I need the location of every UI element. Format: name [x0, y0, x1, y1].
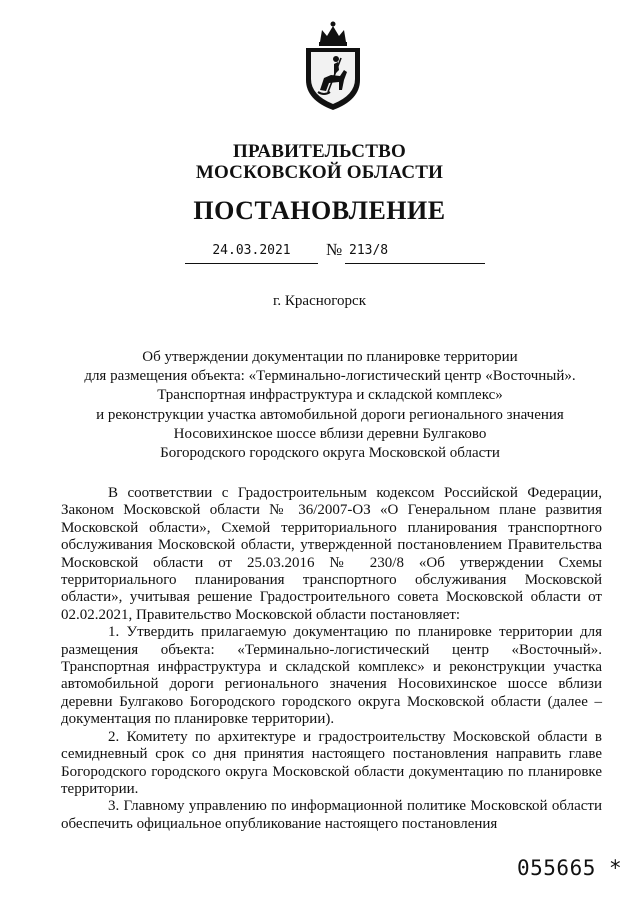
subject-line: и реконструкции участка автомобильной дороги регионального значения [96, 406, 564, 423]
document-number: 213/8 [349, 243, 389, 258]
document-city: г. Красногорск [272, 293, 367, 309]
serial-number: 055665 [517, 856, 596, 880]
document-type-title: ПОСТАНОВЛЕНИЕ [193, 196, 446, 225]
date-number-line [185, 240, 485, 267]
date-underline [185, 263, 318, 264]
subject-line: Об утверждении документации по планировке территории [142, 349, 518, 365]
subject-line: Транспортная инфраструктура и складской комплекс» [157, 387, 503, 404]
org-name-line1: ПРАВИТЕЛЬСТВО [233, 141, 406, 162]
subject-line: для размещения объекта: «Терминально-логистический центр «Восточный». [84, 368, 576, 385]
document-body [61, 485, 602, 833]
body-item-2: 2. Комитету по архитектуре и градостроительству Московской области в семидневный срок со дня принятия настоящего постановления направить главе Богородского городского округа Московской области документацию по планировке территории. [61, 728, 602, 797]
subject-line: Носовихинское шоссе вблизи деревни Булгаково [173, 425, 487, 442]
serial-number-stamp [517, 856, 622, 880]
serial-mark: * [609, 856, 623, 880]
document-subject [40, 348, 620, 463]
subject-line: Богородского городского округа Московской области [160, 445, 500, 462]
document-date: 24.03.2021 [212, 243, 291, 258]
body-intro-paragraph: В соответствии с Градостроительным кодексом Российской Федерации, Законом Московской области № 36/2007-ОЗ «О Генеральном плане развития Московской области», Схемой территориального планирования транспортного обслуживания Московской области, утвержденной постановлением Правительства Московской области от 25.03.2016 № 230/8 «Об утверждении Схемы территориального планирования транспортного обслуживания Московской области», учитывая решение Градостроительного совета Московской области от 02.02.2021, Правительство Московской области постановляет: [61, 485, 602, 623]
number-sign: № [326, 240, 343, 259]
coat-of-arms-icon [298, 20, 368, 112]
org-name-line2: МОСКОВСКОЙ ОБЛАСТИ [195, 162, 444, 183]
body-item-3: 3. Главному управлению по информационной политике Московской области обеспечить официальное опубликование настоящего постановления [61, 798, 602, 832]
body-item-1: 1. Утвердить прилагаемую документацию по планировке территории для размещения объекта: «Терминально-логистический центр «Восточный». Транспортная инфраструктура и складской комплекс» и реконструкции участка автомобильной дороги регионального значения Носовихинское шоссе вблизи деревни Булгаково Богородского городского округа Московской области (далее – документация по планировке территории). [61, 624, 602, 728]
number-underline [345, 263, 485, 264]
